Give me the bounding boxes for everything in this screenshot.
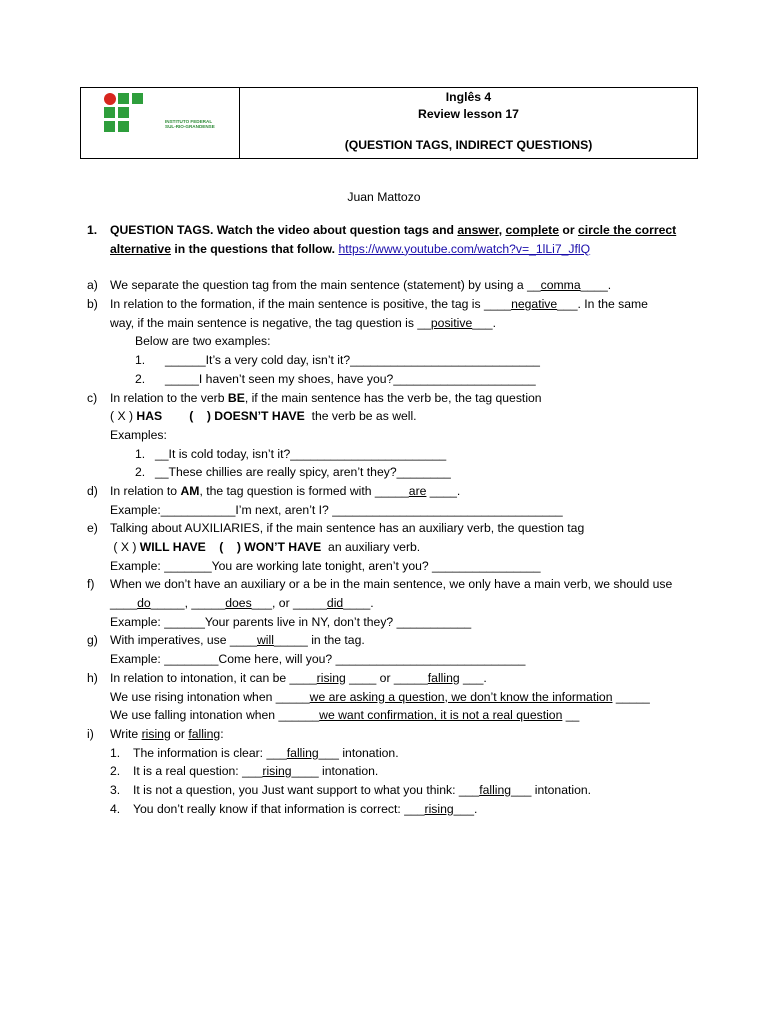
- item-e-example: Example: _______You are working late tonight, aren’t you? ________________: [110, 558, 541, 573]
- course-title: Inglês 4: [445, 90, 492, 104]
- item-i: i) Write rising or falling:: [87, 726, 224, 741]
- item-h-falling: We use falling intonation when ______we want confirmation, it is not a real question __: [110, 708, 580, 723]
- item-a: a) We separate the question tag from the main sentence (statement) by using a __comma____.: [87, 278, 612, 293]
- lesson-title: Review lesson 17: [418, 107, 519, 121]
- item-b-example-2: 2. _____I haven’t seen my shoes, have you?_____________________: [135, 371, 536, 386]
- item-h: h) In relation to intonation, it can be ____rising ____ or _____falling ___.: [87, 670, 487, 685]
- item-c-example-2: 2. __These chillies are really spicy, aren’t they?________: [135, 465, 451, 480]
- item-b-examples-label: Below are two examples:: [135, 334, 271, 349]
- question-1-line-2: alternative in the questions that follow. https://www.youtube.com/watch?v=_1lLi7_JflQ: [110, 241, 591, 256]
- item-g: g) With imperatives, use ____will_____ in the tag.: [87, 633, 365, 648]
- item-e: e) Talking about AUXILIARIES, if the main sentence has an auxiliary verb, the question tag: [87, 521, 585, 536]
- item-c-line-1: c) In relation to the verb BE, if the main sentence has the verb be, the tag question: [87, 390, 542, 405]
- item-g-example: Example: ________Come here, will you? ____________________________: [110, 652, 526, 667]
- logo-text: INSTITUTO FEDERAL SUL-RIO-GRANDENSE: [165, 119, 215, 129]
- item-i-1: 1. The information is clear: ___falling___ intonation.: [110, 745, 399, 760]
- item-f-line-2: ____do_____, _____does___, or _____did____.: [110, 596, 374, 611]
- video-link[interactable]: https://www.youtube.com/watch?v=_1lLi7_JflQ: [338, 241, 591, 256]
- topic-title: (QUESTION TAGS, INDIRECT QUESTIONS): [344, 138, 593, 152]
- item-c-options: ( X ) HAS ( ) DOESN’T HAVE the verb be as well.: [110, 409, 417, 424]
- item-c-example-1: 1. __It is cold today, isn’t it?_______________________: [135, 446, 447, 461]
- header-table: [80, 87, 698, 159]
- item-e-options: ( X ) WILL HAVE ( ) WON’T HAVE an auxiliary verb.: [110, 540, 421, 554]
- item-h-rising: We use rising intonation when _____we are asking a question, we don’t know the information _____: [110, 689, 650, 704]
- author-name: Juan Mattozo: [347, 190, 421, 204]
- item-i-2: 2. It is a real question: ___rising____ intonation.: [110, 764, 379, 779]
- title-cell: [240, 88, 697, 158]
- item-f-example: Example: ______Your parents live in NY, don’t they? ___________: [110, 614, 472, 629]
- item-b-example-1: 1. ______It’s a very cold day, isn’t it?____________________________: [135, 353, 540, 368]
- item-i-4: 4. You don’t really know if that information is correct: ___rising___.: [110, 801, 478, 816]
- question-1-line-1: 1. QUESTION TAGS. Watch the video about question tags and answer, complete or circle the correct: [87, 223, 677, 237]
- institute-logo-icon: [103, 93, 163, 135]
- item-d-example: Example:___________I’m next, aren’t I? __________________________________: [110, 502, 563, 517]
- item-d: d) In relation to AM, the tag question is formed with _____are ____.: [87, 483, 461, 498]
- item-b-line-2: way, if the main sentence is negative, the tag question is __positive___.: [110, 315, 496, 330]
- worksheet-content: [80, 221, 720, 818]
- item-i-3: 3. It is not a question, you Just want support to what you think: ___falling___ intonation.: [110, 782, 592, 797]
- item-b-line-1: b) In relation to the formation, if the main sentence is positive, the tag is ____negative___. In the same: [87, 297, 648, 312]
- logo-cell: [81, 88, 240, 158]
- item-f: f) When we don’t have an auxiliary or a be in the main sentence, we only have a main verb, we should use: [87, 577, 673, 592]
- item-c-examples-label: Examples:: [110, 427, 167, 442]
